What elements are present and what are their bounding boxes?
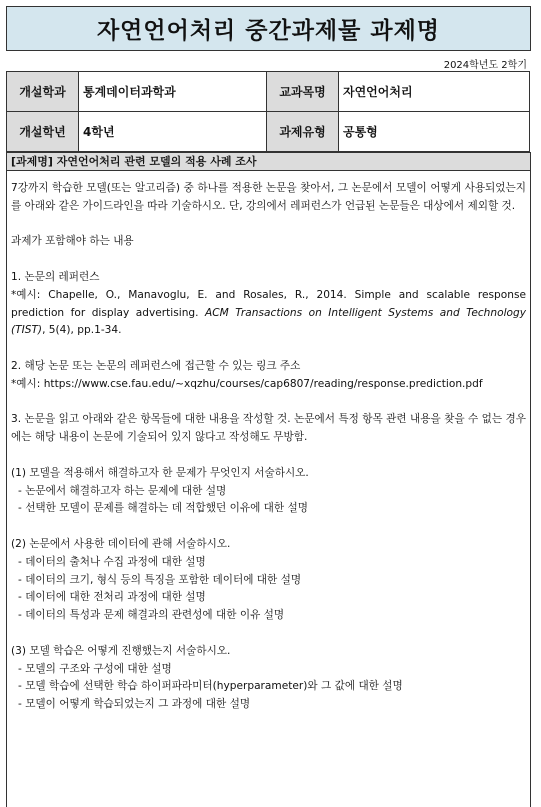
type-value: 공통형	[339, 112, 530, 152]
document-title: 자연언어처리 중간과제물 과제명	[6, 6, 531, 51]
question-3-item: - 모델 학습에 선택한 학습 하이퍼파라미터(hyperparameter)와 그 값에 대한 설명	[18, 680, 403, 693]
dept-value: 통계데이터과학과	[79, 72, 267, 112]
reference-example: *예시: Chapelle, O., Manavoglu, E. and Rosales, R., 2014. Simple and scalable response prediction for display advertising. ACM Transactions on Intelligent Systems and Technology (TIST), 5(4), pp.1-34.	[11, 288, 527, 337]
grade-value: 4학년	[79, 112, 267, 152]
question-1-title: (1) 모델을 적용해서 해결하고자 한 문제가 무엇인지 서술하시오.	[11, 466, 309, 479]
question-2-item: - 데이터의 출처나 수집 과정에 대한 설명	[18, 555, 206, 568]
assignment-subject: [과제명] 자연언어처리 관련 모델의 적용 사례 조사	[6, 152, 531, 171]
section-3-title: 3. 논문을 읽고 아래와 같은 항목들에 대한 내용을 작성할 것. 논문에서 특정 항목 관련 내용을 찾을 수 없는 경우에는 해당 내용이 논문에 기술되어 있지 않다고 작성해도 무방함.	[11, 413, 526, 444]
question-1-item: - 선택한 모델이 문제를 해결하는 데 적합했던 이유에 대한 설명	[18, 502, 308, 515]
question-2-item: - 데이터에 대한 전처리 과정에 대한 설명	[18, 591, 206, 604]
question-2-item: - 데이터의 특성과 문제 해결과의 관련성에 대한 이유 설명	[18, 609, 285, 622]
question-2-item: - 데이터의 크기, 형식 등의 특징을 포함한 데이터에 대한 설명	[18, 573, 302, 586]
course-label: 교과목명	[267, 72, 339, 112]
grade-label: 개설학년	[7, 112, 79, 152]
type-label: 과제유형	[267, 112, 339, 152]
section-1-title: 1. 논문의 레퍼런스	[11, 270, 100, 283]
course-info-table	[6, 71, 530, 152]
assignment-body	[6, 170, 531, 807]
intro-paragraph: 7강까지 학습한 모델(또는 알고리즘) 중 하나를 적용한 논문을 찾아서, 그 논문에서 모델이 어떻게 사용되었는지를 아래와 같은 가이드라인을 따라 기술하시오. 단, 강의에서 레퍼런스가 언급된 논문들은 대상에서 제외할 것.	[11, 182, 526, 212]
paper-link[interactable]: https://www.cse.fau.edu/~xqzhu/courses/cap6807/reading/response.prediction.pdf	[43, 377, 483, 390]
required-heading: 과제가 포함해야 하는 내용	[11, 235, 134, 248]
question-1-item: - 논문에서 해결하고자 하는 문제에 대한 설명	[18, 484, 227, 497]
semester-label: 2024학년도 2학기	[443, 60, 527, 71]
course-value: 자연언어처리	[339, 72, 530, 112]
question-3-item: - 모델의 구조와 구성에 대한 설명	[18, 662, 172, 675]
question-3-item: - 모델이 어떻게 학습되었는지 그 과정에 대한 설명	[18, 698, 251, 711]
link-example: *예시: https://www.cse.fau.edu/~xqzhu/courses/cap6807/reading/response.prediction.pdf	[11, 377, 483, 390]
question-2-title: (2) 논문에서 사용한 데이터에 관해 서술하시오.	[11, 537, 231, 550]
section-2-title: 2. 해당 논문 또는 논문의 레퍼런스에 접근할 수 있는 링크 주소	[11, 359, 301, 372]
dept-label: 개설학과	[7, 72, 79, 112]
question-3-title: (3) 모델 학습은 어떻게 진행했는지 서술하시오.	[11, 644, 231, 657]
